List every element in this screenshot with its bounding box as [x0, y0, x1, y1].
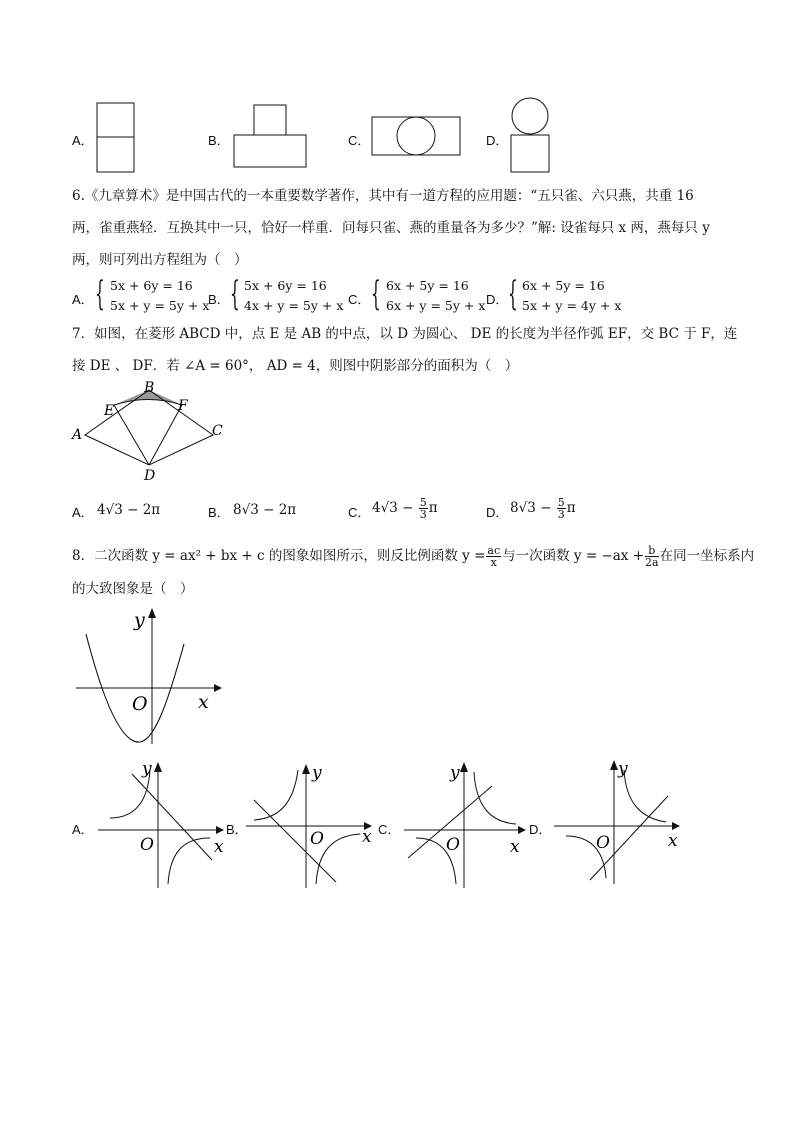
q8-option-c-graph[interactable]	[402, 760, 534, 890]
q7-label-f: F	[178, 398, 188, 414]
q8-option-a-graph[interactable]	[96, 760, 228, 890]
q7-option-c-coef: 4	[372, 500, 381, 516]
q7-text-line2: 接 DE 、 DF．若 ∠A = 60°， AD = 4，则图中阴影部分的面积为（ ）	[72, 358, 519, 374]
q7-option-d-label: D．	[486, 505, 509, 520]
q6-text-line3: 两，则可列出方程组为（ ）	[72, 252, 248, 268]
q6-option-b-eq2: 4x + y = 5y + x	[244, 298, 344, 313]
q8-text-line2: 的大致图象是（ ）	[72, 581, 194, 597]
q8-frac1-den: x	[490, 556, 497, 569]
q7-text-line1: 7．如图，在菱形 ABCD 中，点 E 是 AB 的中点，以 D 为圆心、 DE 的长度为半径作弧 EF，交 BC 于 F，连	[72, 326, 738, 342]
q7-rhombus-figure	[68, 380, 228, 485]
q6-option-b-label: B．	[208, 292, 230, 307]
q8-parabola-x-label: x	[198, 691, 209, 713]
q8-option-c-x-label: x	[510, 837, 520, 857]
q8-frac2-den: 2a	[645, 556, 659, 569]
q8-frac-b-2a	[645, 545, 659, 568]
q7-option-d-sqrt: √3	[518, 500, 536, 516]
q8-option-d-x-label: x	[668, 831, 678, 851]
q7-option-d-den: 3	[557, 508, 565, 521]
q6-option-c-eq1: 6x + 5y = 16	[386, 278, 469, 293]
q7-option-b-expr	[233, 501, 296, 519]
q7-option-b-rest: − 2π	[263, 502, 297, 518]
q8-frac2-num: b	[645, 545, 659, 557]
q5-option-b-label: B．	[208, 133, 230, 148]
q8-option-d-label[interactable]: D．	[529, 822, 552, 837]
q8-option-b-graph[interactable]	[244, 760, 376, 890]
q6-option-a-label: A．	[72, 292, 94, 307]
q8-option-c-origin: O	[446, 835, 460, 855]
q7-option-c-sqrt: √3	[380, 500, 398, 516]
q6-option-a-eq2: 5x + y = 5y + x	[110, 298, 210, 313]
q6-option-d-label: D．	[486, 292, 509, 307]
q8-option-a-origin: O	[140, 835, 154, 855]
q8-option-a-label[interactable]: A．	[72, 822, 94, 837]
q7-option-b-label: B．	[208, 505, 230, 520]
q8-option-b-x-label: x	[362, 827, 372, 847]
q8-frac1-num: ac	[487, 544, 501, 557]
q7-option-a-sqrt: √3	[105, 502, 123, 518]
q8-option-b-y-label: y	[312, 763, 322, 783]
q7-option-c-label: C．	[348, 505, 371, 520]
q8-option-d-y-label: y	[618, 759, 628, 779]
q8-text-part2: 与一次函数 y = −ax +	[502, 548, 645, 564]
q8-option-a-x-label: x	[214, 837, 224, 857]
q7-option-c-minus: −	[402, 500, 414, 516]
q6-option-c-eq2: 6x + y = 5y + x	[386, 298, 486, 313]
q7-option-d-frac	[557, 497, 566, 520]
q7-option-c-expr	[372, 497, 438, 520]
q7-option-b-coef: 8	[233, 502, 242, 518]
q5-option-b-figure	[233, 104, 307, 168]
q7-option-c-pi: π	[428, 500, 438, 516]
q7-option-a-label: A．	[72, 505, 94, 520]
q6-option-d-eq1: 6x + 5y = 16	[522, 278, 605, 293]
q8-parabola-origin: O	[132, 693, 148, 715]
q7-label-a: A	[72, 427, 83, 443]
q5-option-c-label: C．	[348, 133, 371, 148]
q7-label-b: B	[144, 380, 155, 396]
q7-label-e: E	[104, 403, 115, 419]
q8-option-b-label[interactable]: B．	[226, 822, 248, 837]
q8-text-part3: 在同一坐标系内	[659, 548, 755, 564]
q8-text-line1	[72, 545, 754, 568]
q7-option-d-expr	[510, 497, 576, 520]
q7-option-d-minus: −	[540, 500, 552, 516]
q8-option-d-origin: O	[596, 833, 610, 853]
q7-option-b-sqrt: √3	[241, 502, 259, 518]
q8-frac-ac-x	[486, 545, 501, 568]
q7-option-d-coef: 8	[510, 500, 519, 516]
q5-option-a-label: A．	[72, 133, 94, 148]
q8-option-c-label[interactable]: C．	[378, 822, 401, 837]
q5-option-c-figure	[371, 116, 461, 158]
q8-parabola-y-label: y	[134, 609, 145, 631]
q6-option-c-brace: {	[371, 274, 381, 314]
q7-option-a-coef: 4	[97, 502, 106, 518]
q8-option-b-origin: O	[310, 829, 324, 849]
q8-parabola-figure	[74, 604, 224, 746]
q7-label-d: D	[144, 468, 156, 484]
q6-option-d-eq2: 5x + y = 4y + x	[522, 298, 622, 313]
q7-label-c: C	[212, 423, 223, 439]
q7-option-a-rest: − 2π	[127, 502, 161, 518]
q8-text-part1: 8．二次函数 y = ax² + bx + c 的图象如图所示，则反比例函数 y =	[72, 548, 486, 564]
q6-option-a-brace: {	[95, 274, 105, 314]
q7-option-a-expr	[97, 501, 160, 519]
q6-option-b-brace: {	[230, 274, 240, 314]
q6-text-line2: 两，雀重燕轻．互换其中一只，恰好一样重．问每只雀、燕的重量各为多少？”解: 设雀每只 x 两，燕每只 y	[72, 220, 710, 236]
q7-option-d-pi: π	[566, 500, 576, 516]
q5-option-a-figure	[96, 102, 136, 174]
q6-option-a-eq1: 5x + 6y = 16	[110, 278, 193, 293]
q6-option-c-label: C．	[348, 292, 371, 307]
q7-option-d-num: 5	[557, 496, 565, 509]
q8-option-a-y-label: y	[142, 759, 152, 779]
q7-option-c-num: 5	[419, 496, 427, 509]
q8-option-c-y-label: y	[450, 763, 460, 783]
q5-option-d-figure	[510, 98, 552, 174]
q6-option-d-brace: {	[508, 274, 518, 314]
q7-option-c-den: 3	[419, 508, 427, 521]
q6-option-b-eq1: 5x + 6y = 16	[244, 278, 327, 293]
q5-option-d-label: D．	[486, 133, 509, 148]
q7-option-c-frac	[419, 497, 428, 520]
q6-text-line1: 6.《九章算术》是中国古代的一本重要数学著作，其中有一道方程的应用题：“五只雀、六只燕，共重 16	[72, 188, 694, 204]
q8-option-d-graph[interactable]	[552, 756, 684, 886]
